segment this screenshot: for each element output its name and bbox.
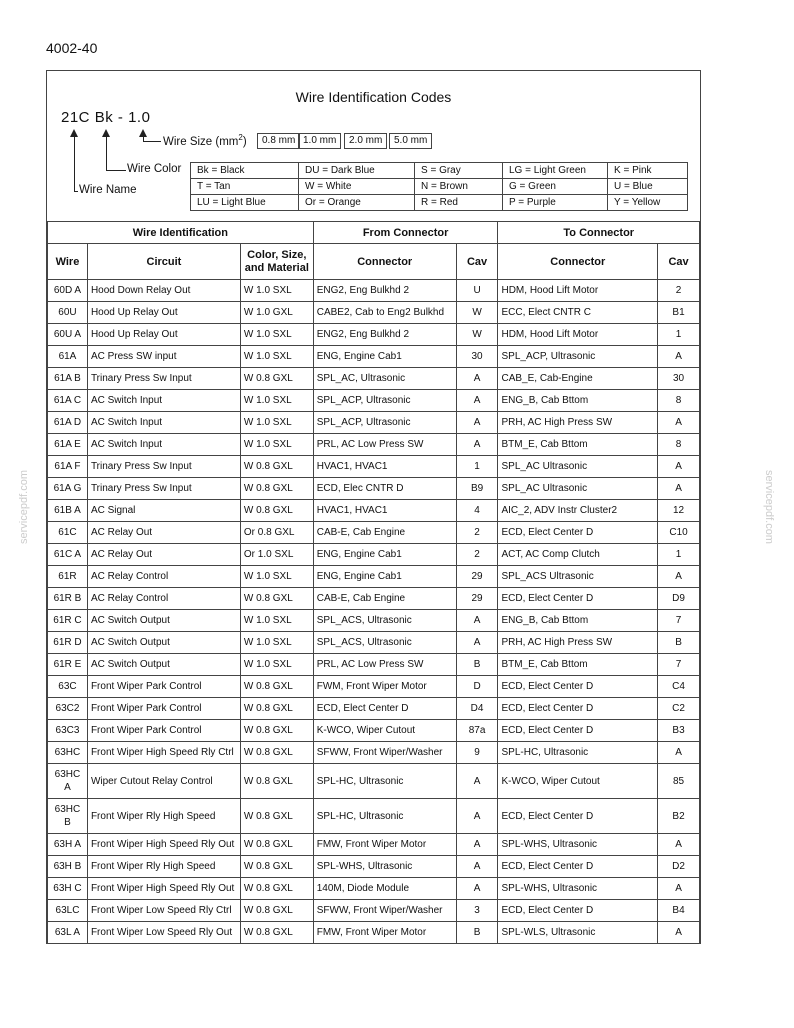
- from-connector-cell: K-WCO, Wiper Cutout: [313, 720, 456, 742]
- circuit-cell: Front Wiper Rly High Speed: [87, 856, 240, 878]
- to-connector-cell: SPL-WHS, Ultrasonic: [498, 878, 658, 900]
- code-wire-color: Bk: [94, 109, 114, 126]
- col-header-from-connector: Connector: [313, 244, 456, 280]
- from-connector-cell: CAB-E, Cab Engine: [313, 588, 456, 610]
- color-code-cell: K = Pink: [608, 163, 688, 179]
- table-row: [48, 412, 700, 434]
- circuit-cell: AC Relay Control: [87, 588, 240, 610]
- wire-id-cell: 61A B: [48, 368, 88, 390]
- circuit-cell: AC Switch Input: [87, 390, 240, 412]
- color-size-material-cell: W 1.0 SXL: [240, 610, 313, 632]
- circuit-cell: Front Wiper Park Control: [87, 676, 240, 698]
- color-size-material-cell: W 1.0 GXL: [240, 302, 313, 324]
- table-row: [48, 478, 700, 500]
- table-row: [48, 856, 700, 878]
- wire-name-label: Wire Name: [79, 184, 137, 196]
- from-cav-cell: A: [456, 610, 498, 632]
- from-cav-cell: D4: [456, 698, 498, 720]
- color-code-cell: R = Red: [415, 195, 503, 211]
- wire-size-2.0: 2.0 mm: [344, 133, 387, 149]
- from-cav-cell: A: [456, 799, 498, 834]
- from-connector-cell: FWM, Front Wiper Motor: [313, 676, 456, 698]
- to-cav-cell: A: [658, 566, 700, 588]
- to-connector-cell: K-WCO, Wiper Cutout: [498, 764, 658, 799]
- wire-name-arrow-tail: [74, 191, 78, 192]
- to-connector-cell: CAB_E, Cab-Engine: [498, 368, 658, 390]
- circuit-cell: AC Signal: [87, 500, 240, 522]
- table-row: [48, 676, 700, 698]
- table-row: [48, 610, 700, 632]
- circuit-cell: Wiper Cutout Relay Control: [87, 764, 240, 799]
- wire-id-cell: 61R B: [48, 588, 88, 610]
- to-connector-cell: ECD, Elect Center D: [498, 720, 658, 742]
- color-size-material-cell: W 1.0 SXL: [240, 566, 313, 588]
- circuit-cell: AC Switch Output: [87, 654, 240, 676]
- from-connector-cell: ENG, Engine Cab1: [313, 544, 456, 566]
- wire-id-cell: 63C: [48, 676, 88, 698]
- to-cav-cell: D9: [658, 588, 700, 610]
- to-connector-cell: ECD, Elect Center D: [498, 522, 658, 544]
- from-cav-cell: A: [456, 764, 498, 799]
- circuit-cell: AC Relay Out: [87, 544, 240, 566]
- color-code-cell: U = Blue: [608, 179, 688, 195]
- from-cav-cell: 9: [456, 742, 498, 764]
- table-row: [48, 698, 700, 720]
- from-connector-cell: ECD, Elec CNTR D: [313, 478, 456, 500]
- wire-id-cell: 63HC B: [48, 799, 88, 834]
- circuit-cell: Hood Up Relay Out: [87, 302, 240, 324]
- to-connector-cell: ECC, Elect CNTR C: [498, 302, 658, 324]
- from-connector-cell: ECD, Elect Center D: [313, 698, 456, 720]
- group-header-to-connector: To Connector: [498, 222, 700, 244]
- color-size-material-cell: W 0.8 GXL: [240, 900, 313, 922]
- from-connector-cell: PRL, AC Low Press SW: [313, 654, 456, 676]
- circuit-cell: AC Relay Out: [87, 522, 240, 544]
- code-wire-name: 21C: [61, 109, 91, 126]
- color-code-row: [191, 163, 688, 179]
- from-connector-cell: SPL-HC, Ultrasonic: [313, 799, 456, 834]
- table-row: [48, 654, 700, 676]
- to-connector-cell: SPL-HC, Ultrasonic: [498, 742, 658, 764]
- from-connector-cell: SFWW, Front Wiper/Washer: [313, 900, 456, 922]
- color-size-material-cell: W 0.8 GXL: [240, 588, 313, 610]
- color-size-material-cell: W 1.0 SXL: [240, 390, 313, 412]
- wire-color-arrow-line: [106, 137, 107, 170]
- color-code-table: [190, 162, 688, 211]
- to-connector-cell: ECD, Elect Center D: [498, 676, 658, 698]
- from-connector-cell: SPL-HC, Ultrasonic: [313, 764, 456, 799]
- color-code-cell: LU = Light Blue: [191, 195, 299, 211]
- from-cav-cell: B9: [456, 478, 498, 500]
- code-wire-size: 1.0: [128, 109, 151, 126]
- to-cav-cell: A: [658, 346, 700, 368]
- color-size-material-cell: W 0.8 GXL: [240, 698, 313, 720]
- color-code-cell: G = Green: [503, 179, 608, 195]
- wire-id-cell: 61R: [48, 566, 88, 588]
- to-cav-cell: 30: [658, 368, 700, 390]
- from-connector-cell: ENG2, Eng Bulkhd 2: [313, 280, 456, 302]
- from-cav-cell: A: [456, 390, 498, 412]
- wire-color-label: Wire Color: [127, 163, 182, 175]
- table-row: [48, 302, 700, 324]
- to-cav-cell: B1: [658, 302, 700, 324]
- circuit-cell: Trinary Press Sw Input: [87, 478, 240, 500]
- table-row: [48, 500, 700, 522]
- wire-size-0.8: 0.8 mm: [257, 133, 300, 149]
- from-connector-cell: ENG2, Eng Bulkhd 2: [313, 324, 456, 346]
- from-cav-cell: 30: [456, 346, 498, 368]
- from-connector-cell: SFWW, Front Wiper/Washer: [313, 742, 456, 764]
- color-code-cell: Bk = Black: [191, 163, 299, 179]
- color-size-material-cell: W 1.0 SXL: [240, 632, 313, 654]
- wire-size-arrowhead: [139, 129, 147, 137]
- circuit-cell: Hood Down Relay Out: [87, 280, 240, 302]
- table-row: [48, 742, 700, 764]
- to-cav-cell: 1: [658, 324, 700, 346]
- circuit-cell: Trinary Press Sw Input: [87, 368, 240, 390]
- from-cav-cell: A: [456, 368, 498, 390]
- color-size-material-cell: W 0.8 GXL: [240, 500, 313, 522]
- wire-id-cell: 60U: [48, 302, 88, 324]
- legend-title: Wire Identification Codes: [295, 89, 452, 105]
- to-cav-cell: 8: [658, 390, 700, 412]
- to-connector-cell: SPL-WLS, Ultrasonic: [498, 922, 658, 944]
- circuit-cell: AC Switch Output: [87, 610, 240, 632]
- to-cav-cell: 85: [658, 764, 700, 799]
- from-connector-cell: SPL_ACP, Ultrasonic: [313, 390, 456, 412]
- to-cav-cell: 7: [658, 610, 700, 632]
- to-cav-cell: B: [658, 632, 700, 654]
- from-cav-cell: 2: [456, 544, 498, 566]
- wire-id-cell: 63C3: [48, 720, 88, 742]
- wire-identification-table: [47, 221, 700, 944]
- to-connector-cell: ECD, Elect Center D: [498, 698, 658, 720]
- wire-id-cell: 61R E: [48, 654, 88, 676]
- color-code-cell: W = White: [299, 179, 415, 195]
- wire-id-cell: 63C2: [48, 698, 88, 720]
- wire-id-cell: 60D A: [48, 280, 88, 302]
- code-separator: -: [117, 109, 124, 126]
- circuit-cell: AC Press SW input: [87, 346, 240, 368]
- color-size-material-cell: W 1.0 SXL: [240, 346, 313, 368]
- table-row: [48, 764, 700, 799]
- color-size-material-cell: W 0.8 GXL: [240, 878, 313, 900]
- wire-id-cell: 61A G: [48, 478, 88, 500]
- table-row: [48, 799, 700, 834]
- to-connector-cell: PRH, AC High Press SW: [498, 632, 658, 654]
- to-connector-cell: ECD, Elect Center D: [498, 588, 658, 610]
- color-code-cell: Y = Yellow: [608, 195, 688, 211]
- table-row: [48, 566, 700, 588]
- to-cav-cell: B4: [658, 900, 700, 922]
- to-cav-cell: 1: [658, 544, 700, 566]
- to-connector-cell: SPL-WHS, Ultrasonic: [498, 834, 658, 856]
- from-connector-cell: SPL-WHS, Ultrasonic: [313, 856, 456, 878]
- to-cav-cell: 7: [658, 654, 700, 676]
- to-connector-cell: BTM_E, Cab Bttom: [498, 654, 658, 676]
- to-cav-cell: 12: [658, 500, 700, 522]
- color-code-cell: P = Purple: [503, 195, 608, 211]
- col-header-wire: Wire: [48, 244, 88, 280]
- wire-size-label: Wire Size $(mm^2)$: [163, 133, 247, 148]
- color-size-material-cell: W 0.8 GXL: [240, 856, 313, 878]
- to-connector-cell: ACT, AC Comp Clutch: [498, 544, 658, 566]
- from-connector-cell: 140M, Diode Module: [313, 878, 456, 900]
- color-code-cell: S = Gray: [415, 163, 503, 179]
- color-size-material-cell: W 1.0 SXL: [240, 412, 313, 434]
- wire-codes-frame: [46, 70, 701, 944]
- wire-id-cell: 61A: [48, 346, 88, 368]
- col-header-from-cav: Cav: [456, 244, 498, 280]
- color-code-row: [191, 179, 688, 195]
- wire-id-cell: 61B A: [48, 500, 88, 522]
- wire-id-cell: 60U A: [48, 324, 88, 346]
- table-row: [48, 878, 700, 900]
- color-code-cell: DU = Dark Blue: [299, 163, 415, 179]
- color-size-material-cell: W 0.8 GXL: [240, 742, 313, 764]
- table-row: [48, 834, 700, 856]
- wire-id-cell: 61C A: [48, 544, 88, 566]
- color-size-material-cell: W 1.0 SXL: [240, 280, 313, 302]
- to-connector-cell: HDM, Hood Lift Motor: [498, 324, 658, 346]
- from-cav-cell: U: [456, 280, 498, 302]
- to-cav-cell: A: [658, 478, 700, 500]
- circuit-cell: AC Relay Control: [87, 566, 240, 588]
- from-cav-cell: 1: [456, 456, 498, 478]
- from-connector-cell: CAB-E, Cab Engine: [313, 522, 456, 544]
- from-cav-cell: A: [456, 434, 498, 456]
- wire-name-arrowhead: [70, 129, 78, 137]
- col-header-to-cav: Cav: [658, 244, 700, 280]
- table-row: [48, 368, 700, 390]
- to-connector-cell: ENG_B, Cab Bttom: [498, 610, 658, 632]
- to-connector-cell: PRH, AC High Press SW: [498, 412, 658, 434]
- circuit-cell: AC Switch Input: [87, 434, 240, 456]
- from-cav-cell: 29: [456, 566, 498, 588]
- color-code-cell: LG = Light Green: [503, 163, 608, 179]
- page-number: 4002-40: [46, 40, 98, 56]
- from-cav-cell: B: [456, 922, 498, 944]
- to-cav-cell: A: [658, 412, 700, 434]
- wire-id-cell: 63LC: [48, 900, 88, 922]
- circuit-cell: AC Switch Input: [87, 412, 240, 434]
- to-connector-cell: AIC_2, ADV Instr Cluster2: [498, 500, 658, 522]
- from-cav-cell: D: [456, 676, 498, 698]
- wire-size-arrow-tail: [143, 141, 161, 142]
- color-size-material-cell: Or 1.0 SXL: [240, 544, 313, 566]
- table-row: [48, 434, 700, 456]
- from-connector-cell: SPL_AC, Ultrasonic: [313, 368, 456, 390]
- color-size-material-cell: W 1.0 SXL: [240, 324, 313, 346]
- to-connector-cell: ECD, Elect Center D: [498, 799, 658, 834]
- to-cav-cell: A: [658, 878, 700, 900]
- wire-id-cell: 63H C: [48, 878, 88, 900]
- from-cav-cell: 3: [456, 900, 498, 922]
- table-row: [48, 390, 700, 412]
- circuit-cell: Front Wiper Park Control: [87, 698, 240, 720]
- wire-id-cell: 63H A: [48, 834, 88, 856]
- to-connector-cell: SPL_ACP, Ultrasonic: [498, 346, 658, 368]
- table-row: [48, 900, 700, 922]
- wire-color-arrowhead: [102, 129, 110, 137]
- circuit-cell: Front Wiper Low Speed Rly Out: [87, 922, 240, 944]
- wire-id-cell: 63HC: [48, 742, 88, 764]
- table-row: [48, 544, 700, 566]
- watermark-left: servicepdf.com: [18, 470, 30, 544]
- from-connector-cell: ENG, Engine Cab1: [313, 566, 456, 588]
- color-size-material-cell: W 0.8 GXL: [240, 676, 313, 698]
- color-code-row: [191, 195, 688, 211]
- to-cav-cell: B2: [658, 799, 700, 834]
- to-connector-cell: ECD, Elect Center D: [498, 856, 658, 878]
- from-cav-cell: 87a: [456, 720, 498, 742]
- from-cav-cell: W: [456, 302, 498, 324]
- from-connector-cell: FMW, Front Wiper Motor: [313, 834, 456, 856]
- from-cav-cell: 2: [456, 522, 498, 544]
- to-cav-cell: A: [658, 922, 700, 944]
- from-cav-cell: 4: [456, 500, 498, 522]
- from-connector-cell: HVAC1, HVAC1: [313, 456, 456, 478]
- to-connector-cell: HDM, Hood Lift Motor: [498, 280, 658, 302]
- table-row: [48, 280, 700, 302]
- table-row: [48, 588, 700, 610]
- to-connector-cell: ECD, Elect Center D: [498, 900, 658, 922]
- wire-color-arrow-tail: [106, 170, 126, 171]
- from-connector-cell: SPL_ACS, Ultrasonic: [313, 632, 456, 654]
- group-header-from-connector: From Connector: [313, 222, 498, 244]
- color-size-material-cell: W 0.8 GXL: [240, 764, 313, 799]
- table-row: [48, 324, 700, 346]
- color-size-material-cell: W 0.8 GXL: [240, 834, 313, 856]
- table-row: [48, 632, 700, 654]
- color-size-material-cell: W 0.8 GXL: [240, 478, 313, 500]
- group-header-wire-identification: Wire Identification: [48, 222, 314, 244]
- to-cav-cell: C2: [658, 698, 700, 720]
- wire-id-cell: 63HC A: [48, 764, 88, 799]
- table-row: [48, 922, 700, 944]
- color-size-material-cell: W 0.8 GXL: [240, 720, 313, 742]
- col-header-to-connector: Connector: [498, 244, 658, 280]
- to-cav-cell: C10: [658, 522, 700, 544]
- wire-name-arrow-line: [74, 137, 75, 191]
- from-cav-cell: 29: [456, 588, 498, 610]
- table-row: [48, 720, 700, 742]
- color-code-cell: Or = Orange: [299, 195, 415, 211]
- from-connector-cell: FMW, Front Wiper Motor: [313, 922, 456, 944]
- from-connector-cell: PRL, AC Low Press SW: [313, 434, 456, 456]
- wire-code-legend: [47, 71, 700, 221]
- wire-id-cell: 61R C: [48, 610, 88, 632]
- from-connector-cell: SPL_ACS, Ultrasonic: [313, 610, 456, 632]
- color-size-material-cell: W 0.8 GXL: [240, 799, 313, 834]
- table-row: [48, 346, 700, 368]
- to-connector-cell: SPL_ACS Ultrasonic: [498, 566, 658, 588]
- color-code-cell: T = Tan: [191, 179, 299, 195]
- wire-id-cell: 61A D: [48, 412, 88, 434]
- from-connector-cell: SPL_ACP, Ultrasonic: [313, 412, 456, 434]
- to-connector-cell: ENG_B, Cab Bttom: [498, 390, 658, 412]
- table-row: [48, 456, 700, 478]
- col-header-color-size-material: Color, Size, and Material: [240, 244, 313, 280]
- to-cav-cell: C4: [658, 676, 700, 698]
- circuit-cell: Front Wiper High Speed Rly Out: [87, 878, 240, 900]
- wire-size-5.0: 5.0 mm: [389, 133, 432, 149]
- color-size-material-cell: Or 0.8 GXL: [240, 522, 313, 544]
- to-cav-cell: 2: [658, 280, 700, 302]
- table-row: [48, 522, 700, 544]
- from-cav-cell: A: [456, 632, 498, 654]
- to-connector-cell: SPL_AC Ultrasonic: [498, 456, 658, 478]
- wire-id-cell: 61A E: [48, 434, 88, 456]
- to-cav-cell: A: [658, 834, 700, 856]
- wire-id-cell: 63H B: [48, 856, 88, 878]
- watermark-right: servicepdf.com: [763, 470, 775, 544]
- from-connector-cell: ENG, Engine Cab1: [313, 346, 456, 368]
- color-code-cell: N = Brown: [415, 179, 503, 195]
- example-wire-code: [61, 109, 150, 126]
- from-cav-cell: B: [456, 654, 498, 676]
- circuit-cell: Trinary Press Sw Input: [87, 456, 240, 478]
- color-size-material-cell: W 1.0 SXL: [240, 434, 313, 456]
- to-cav-cell: A: [658, 456, 700, 478]
- from-cav-cell: A: [456, 412, 498, 434]
- color-size-material-cell: W 0.8 GXL: [240, 922, 313, 944]
- col-header-circuit: Circuit: [87, 244, 240, 280]
- circuit-cell: Front Wiper High Speed Rly Out: [87, 834, 240, 856]
- wire-id-cell: 61A F: [48, 456, 88, 478]
- circuit-cell: Hood Up Relay Out: [87, 324, 240, 346]
- to-cav-cell: 8: [658, 434, 700, 456]
- from-cav-cell: A: [456, 834, 498, 856]
- wire-id-cell: 61C: [48, 522, 88, 544]
- wire-id-cell: 63L A: [48, 922, 88, 944]
- to-cav-cell: B3: [658, 720, 700, 742]
- color-size-material-cell: W 0.8 GXL: [240, 368, 313, 390]
- circuit-cell: Front Wiper Rly High Speed: [87, 799, 240, 834]
- circuit-cell: Front Wiper High Speed Rly Ctrl: [87, 742, 240, 764]
- from-connector-cell: HVAC1, HVAC1: [313, 500, 456, 522]
- to-cav-cell: A: [658, 742, 700, 764]
- wire-id-cell: 61A C: [48, 390, 88, 412]
- to-cav-cell: D2: [658, 856, 700, 878]
- to-connector-cell: SPL_AC Ultrasonic: [498, 478, 658, 500]
- to-connector-cell: BTM_E, Cab Bttom: [498, 434, 658, 456]
- circuit-cell: Front Wiper Low Speed Rly Ctrl: [87, 900, 240, 922]
- from-cav-cell: A: [456, 856, 498, 878]
- circuit-cell: Front Wiper Park Control: [87, 720, 240, 742]
- wire-id-cell: 61R D: [48, 632, 88, 654]
- color-size-material-cell: W 1.0 SXL: [240, 654, 313, 676]
- color-size-material-cell: W 0.8 GXL: [240, 456, 313, 478]
- from-cav-cell: A: [456, 878, 498, 900]
- from-connector-cell: CABE2, Cab to Eng2 Bulkhd: [313, 302, 456, 324]
- wire-size-1.0: 1.0 mm: [298, 133, 341, 149]
- circuit-cell: AC Switch Output: [87, 632, 240, 654]
- from-cav-cell: W: [456, 324, 498, 346]
